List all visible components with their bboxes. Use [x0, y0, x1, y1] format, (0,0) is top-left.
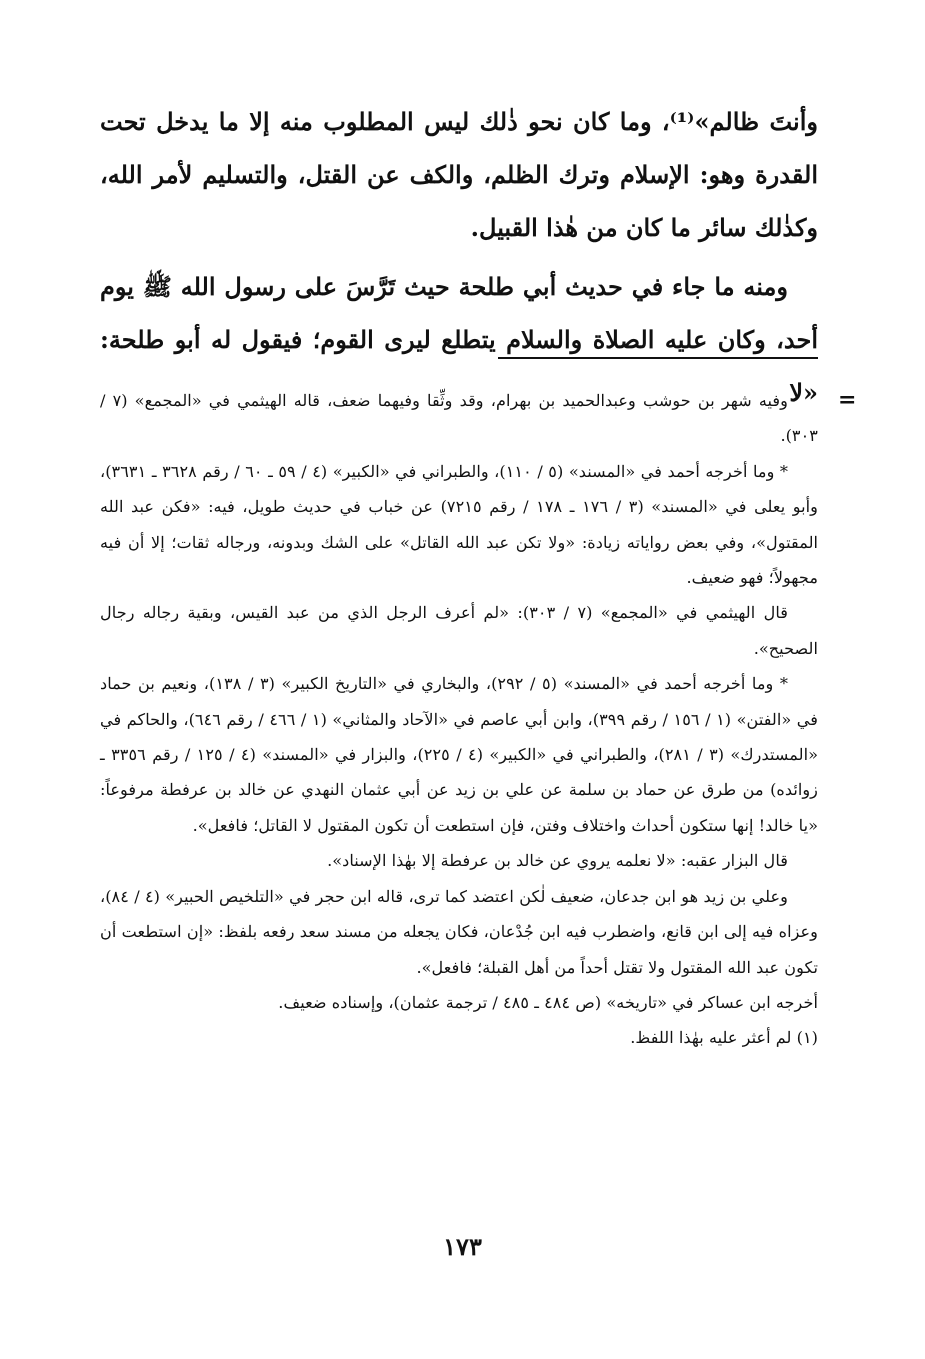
- footnote-paragraph: أخرجه ابن عساكر في «تاريخه» (ص ٤٨٤ ـ ٤٨٥ / ترجمة عثمان)، وإسناده ضعيف.: [278, 992, 818, 1012]
- main-paragraph-2: ومنه ما جاء في حديث أبي طلحة حيث تَرَّسَ على رسول الله ﷺ يوم أحد، وكان عليه الصلاة والسلام يتطلع ليرى القوم؛ فيقول له أبو طلحة: «لا: [100, 272, 818, 407]
- footnote-paragraph: وعلي بن زيد هو ابن جدعان، ضعيف لٰكن اعتضد كما ترى، قاله ابن حجر في «التلخيص الحبير» (٤ / ٨٤)، وعزاه فيه إلى ابن قانع، واضطرب فيه ابن جُدْعان، فكان يجعله من مسند سعد رفعه بلفظ: «إن استطعت أن تكون عبد الله المقتول ولا تقتل أحداً من أهل القبلة؛ فافعل».: [100, 886, 818, 977]
- footnote-paragraph: قال البزار عقبه: «لا نعلمه يروي عن خالد بن عرفطة إلا بهٰذا الإسناد».: [327, 851, 788, 871]
- page-number: ١٧٣: [443, 1232, 482, 1261]
- continuation-mark: =: [838, 387, 857, 413]
- footnote-separator: [498, 357, 818, 359]
- footnote-1: (١) لم أعثر عليه بهٰذا اللفظ.: [630, 1028, 818, 1048]
- footnote-paragraph: قال الهيثمي في «المجمع» (٧ / ٣٠٣): «لم أعرف الرجل الذي من عبد القيس، وبقية رجاله رجال الصحيح».: [100, 603, 818, 658]
- footnote-paragraph: * وما أخرجه أحمد في «المسند» (٥ / ١١٠)، والطبراني في «الكبير» (٤ / ٥٩ ـ ٦٠ / رقم ٣٦٢٨ ـ ٣٦٣١)، وأبو يعلى في «المسند» (٣ / ١٧٦ ـ ١٧٨ / رقم ٧٢١٥) عن خباب في حديث طويل، فيه: «فكن عبد الله المقتول»، وفي بعض رواياته زيادة: «ولا تكن عبد الله القاتل» على الشك وبدونه، ورجاله ثقات؛ إلا أن فيه مجهولاً؛ فهو ضعيف.: [100, 461, 818, 588]
- footnote-paragraph: وفيه شهر بن حوشب وعبدالحميد بن بهرام، وقد وثِّقا وفيهما ضعف، قاله الهيثمي في «المجمع» (٧ / ٣٠٣).: [100, 391, 818, 446]
- footnotes: [100, 383, 818, 1056]
- main-paragraph-1: وأنتَ ظالم»⁽¹⁾، وما كان نحو ذٰلك ليس المطلوب منه إلا ما يدخل تحت القدرة وهو: الإسلام وترك الظلم، والكف عن القتل، والتسليم لأمر الله، وكذٰلك سائر ما كان من هٰذا القبيل.: [100, 107, 818, 242]
- footnote-paragraph: * وما أخرجه أحمد في «المسند» (٥ / ٢٩٢)، والبخاري في «التاريخ الكبير» (٣ / ١٣٨)، ونعيم بن حماد في «الفتن» (١ / ١٥٦ / رقم ٣٩٩)، وابن أبي عاصم في «الآحاد والمثاني» (١ / ٤٦٦ / رقم ٦٤٦)، والحاكم في «المستدرك» (٣ / ٢٨١)، والطبراني في «الكبير» (٤ / ٢٢٥)، والبزار في «المسند» (٤ / ١٢٥ / رقم ٣٣٥٦ ـ زوائده) من طرق عن حماد بن سلمة عن علي بن زيد عن أبي عثمان النهدي عن خالد بن عرفطة مرفوعاً: «يا خالد! إنها ستكون أحداث واختلاف وفتن، فإن استطعت أن تكون المقتول لا القاتل؛ فافعل».: [100, 674, 818, 835]
- main-text: [100, 95, 818, 419]
